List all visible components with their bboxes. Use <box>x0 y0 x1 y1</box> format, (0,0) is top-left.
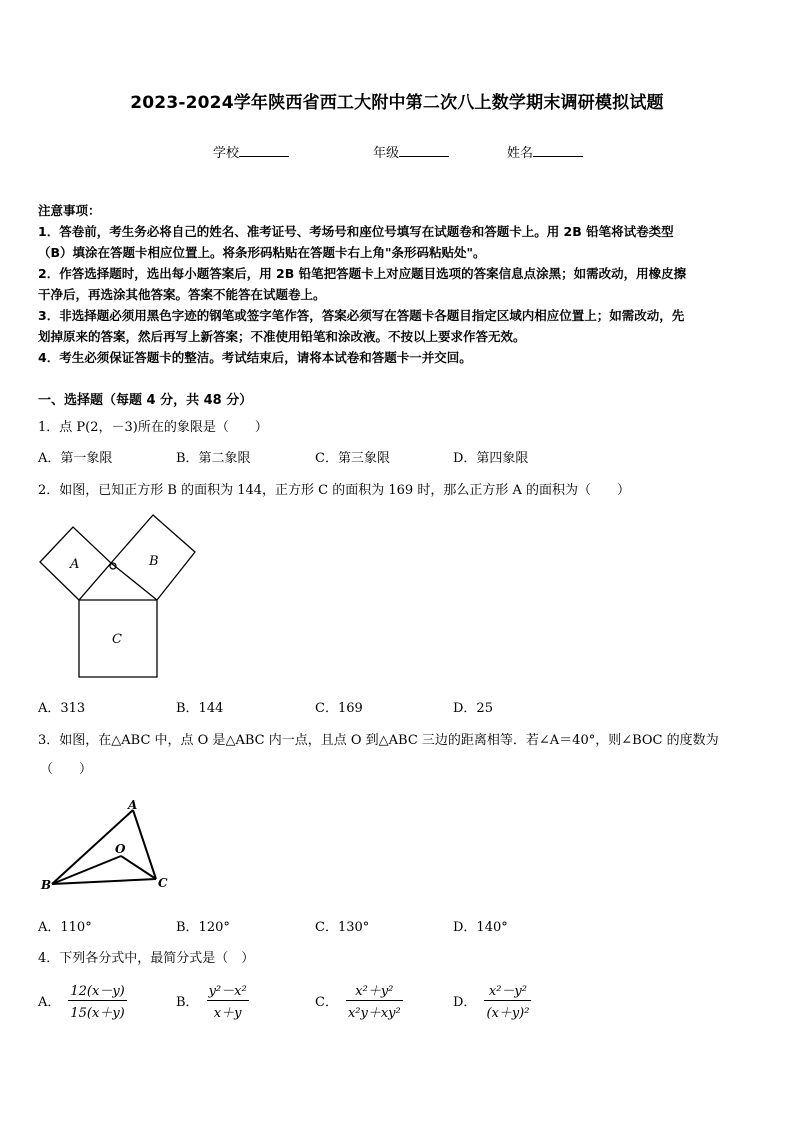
q3-triangle-figure <box>38 795 178 895</box>
q4-option-d-fraction <box>484 980 531 1021</box>
name-label: 姓名 <box>507 146 534 161</box>
label-b: B <box>149 554 159 569</box>
q2-option-d: D．25 <box>453 701 493 716</box>
q3-option-c: C．130° <box>315 920 370 935</box>
notes-line: 3．非选择题必须用黑色字迹的钢笔或签字笔作答，答案必须写在答题卡各题目指定区域内相应位置上；如需改动，先 <box>38 308 685 323</box>
vertex-b-label: B <box>41 878 52 892</box>
q4-option-d-label: D． <box>453 995 477 1010</box>
notes-line: 划掉原来的答案，然后再写上新答案；不准使用铅笔和涂改液。不按以上要求作答无效。 <box>38 329 526 344</box>
notes-line: 1．答卷前，考生务必将自己的姓名、准考证号、考场号和座位号填写在试题卷和答题卡上。用 2B 铅笔将试卷类型 <box>38 224 674 239</box>
q2-squares-figure <box>36 510 206 685</box>
grade-field <box>373 142 449 161</box>
side-bc <box>52 879 156 884</box>
q4-option-a-fraction <box>68 980 126 1021</box>
q2-option-c: C．169 <box>315 701 363 716</box>
school-blank <box>239 144 289 157</box>
side-ac <box>133 810 156 879</box>
q4-c-denominator: x²y＋xy² <box>347 1006 401 1021</box>
notes-line: 4．考生必须保证答题卡的整洁。考试结束后，请将本试卷和答题卡一并交回。 <box>38 350 472 365</box>
name-blank <box>533 144 583 157</box>
grade-blank <box>399 144 449 157</box>
section-heading: 一、选择题（每题 4 分，共 48 分） <box>38 393 253 408</box>
q3-option-d: D．140° <box>453 920 508 935</box>
q4-option-c-label: C． <box>315 995 338 1010</box>
q1-option-c: C．第三象限 <box>315 451 390 466</box>
school-field <box>213 142 289 161</box>
q4-b-denominator: x＋y <box>213 1006 242 1021</box>
q4-option-b-label: B． <box>176 995 199 1010</box>
q3-stem: 3．如图，在△ABC 中，点 O 是△ABC 内一点，且点 O 到△ABC 三边的距离相等．若∠A＝40°，则∠BOC 的度数为 <box>38 733 719 748</box>
label-c: C <box>112 632 122 647</box>
q4-b-numerator: y²－x² <box>207 980 249 1001</box>
q2-option-b: B．144 <box>176 701 224 716</box>
q4-option-b <box>176 980 249 1021</box>
label-a: A <box>70 557 80 572</box>
q4-a-denominator: 15(x＋y) <box>70 1006 125 1021</box>
q4-stem: 4．下列各分式中，最简分式是（ ） <box>38 951 255 966</box>
q4-c-numerator: x²＋y² <box>346 980 403 1001</box>
q4-option-c-fraction <box>346 980 403 1021</box>
name-field <box>507 142 583 161</box>
q4-d-denominator: (x＋y)² <box>486 1006 530 1021</box>
notes-heading: 注意事项： <box>38 203 101 218</box>
q4-d-numerator: x²－y² <box>484 980 531 1001</box>
q4-option-a <box>38 980 127 1021</box>
notes-line: 2．作答选择题时，选出每小题答案后，用 2B 铅笔把答题卡上对应题目选项的答案信息点涂黑；如需改动，用橡皮擦 <box>38 266 687 281</box>
q3-option-b: B．120° <box>176 920 230 935</box>
notes-line: （B）填涂在答题卡相应位置上。将条形码粘贴在答题卡右上角"条形码粘贴处"。 <box>38 245 486 260</box>
page-title: 2023-2024学年陕西省西工大附中第二次八上数学期末调研模拟试题 <box>130 93 664 113</box>
q1-option-d: D．第四象限 <box>453 451 529 466</box>
segment-bo <box>52 856 121 884</box>
q4-option-d <box>453 980 531 1021</box>
q1-stem: 1．点 P(2，－3)所在的象限是（ ） <box>38 420 268 435</box>
q4-a-numerator: 12(x－y) <box>68 980 126 1001</box>
vertex-a-label: A <box>128 798 138 812</box>
q4-option-b-fraction <box>207 980 249 1021</box>
notes-line: 干净后，再选涂其他答案。答案不能答在试题卷上。 <box>38 287 326 302</box>
vertex-c-label: C <box>158 876 168 890</box>
q2-option-a: A．313 <box>38 701 86 716</box>
school-label: 学校 <box>213 146 240 161</box>
segment-oc <box>121 856 156 879</box>
q3-stem-paren: （ ） <box>40 762 93 777</box>
notes <box>38 200 686 368</box>
q3-option-a: A．110° <box>38 920 92 935</box>
point-o-label: O <box>115 842 126 856</box>
q4-option-c <box>315 980 403 1021</box>
q1-option-a: A．第一象限 <box>38 451 113 466</box>
q1-option-b: B．第二象限 <box>176 451 251 466</box>
q4-option-a-label: A． <box>38 995 61 1010</box>
grade-label: 年级 <box>373 146 400 161</box>
q2-stem: 2．如图，已知正方形 B 的面积为 144，正方形 C 的面积为 169 时，那么正方形 A 的面积为（ ） <box>38 483 630 498</box>
